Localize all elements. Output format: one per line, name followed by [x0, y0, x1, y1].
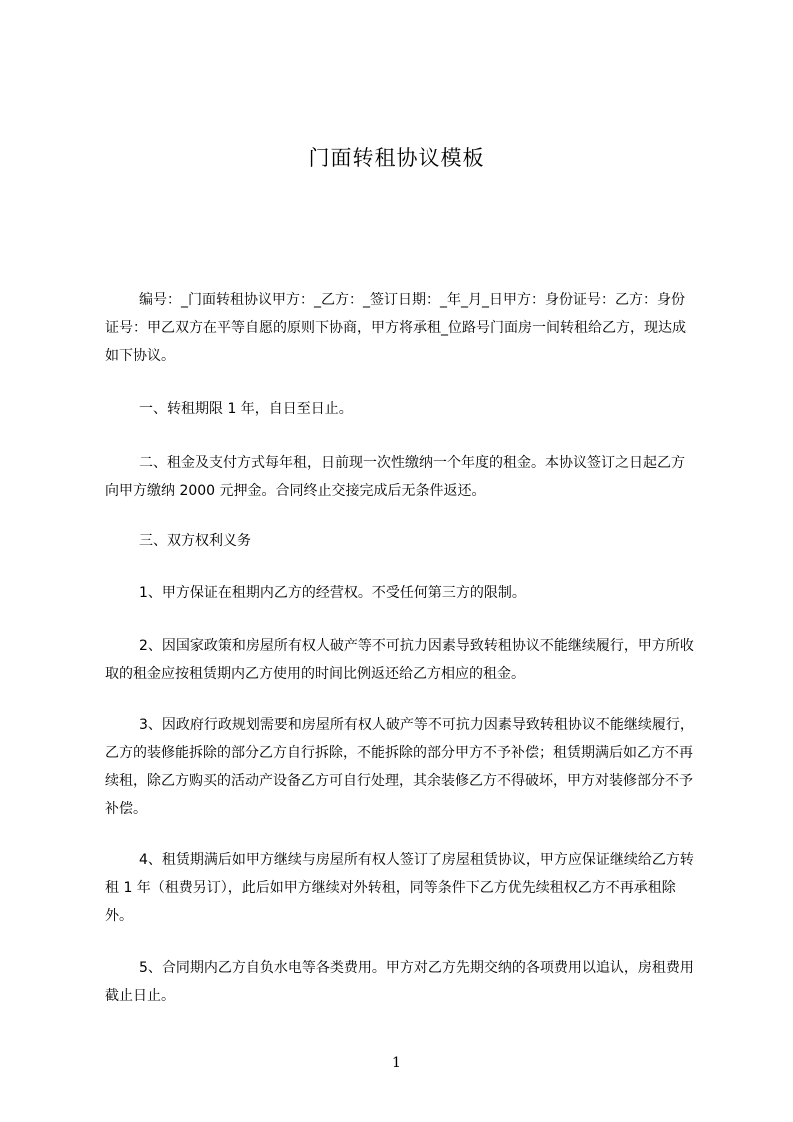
- paragraph-rights-heading: 三、双方权利义务: [139, 533, 251, 549]
- paragraph-clause-2: 2、因国家政策和房屋所有权人破产等不可抗力因素导致转租协议不能继续履行，甲方所收取的租金应按租赁期内乙方使用的时间比例返还给乙方相应的租金。: [105, 638, 694, 682]
- paragraph-clause-3: 3、因政府行政规划需要和房屋所有权人破产等不可抗力因素导致转租协议不能继续履行，乙方的装修能拆除的部分乙方自行拆除，不能拆除的部分甲方不予补偿；租赁期满后如乙方不再续租，除乙方购买的活动产设备乙方可自行处理，其余装修乙方不得破坏，甲方对装修部分不予补偿。: [105, 717, 694, 817]
- paragraph-rent-payment: 二、租金及支付方式每年租，日前现一次性缴纳一个年度的租金。本协议签订之日起乙方向甲方缴纳 2000 元押金。合同终止交接完成后无条件返还。: [105, 455, 685, 499]
- paragraph-term: 一、转租期限 1 年，自日至日止。: [139, 401, 353, 417]
- paragraph-clause-4: 4、租赁期满后如甲方继续与房屋所有权人签订了房屋租赁协议，甲方应保证继续给乙方转租 1 年（租费另订），此后如甲方继续对外转租，同等条件下乙方优先续租权乙方不再承租除外。: [105, 852, 694, 924]
- paragraph-preamble: 编号：_门面转租协议甲方：_乙方：_签订日期：_年_月_日甲方：身份证号：乙方：身份证号：甲乙双方在平等自愿的原则下协商，甲方将承租_位路号门面房一间转租给乙方，现达成如下协议。: [105, 292, 686, 364]
- document-title: 门面转租协议模板: [308, 146, 485, 170]
- page-number: 1: [392, 1055, 401, 1071]
- paragraph-clause-5: 5、合同期内乙方自负水电等各类费用。甲方对乙方先期交纳的各项费用以追认，房租费用截止日止。: [105, 960, 694, 1004]
- paragraph-clause-1: 1、甲方保证在租期内乙方的经营权。不受任何第三方的限制。: [139, 585, 526, 601]
